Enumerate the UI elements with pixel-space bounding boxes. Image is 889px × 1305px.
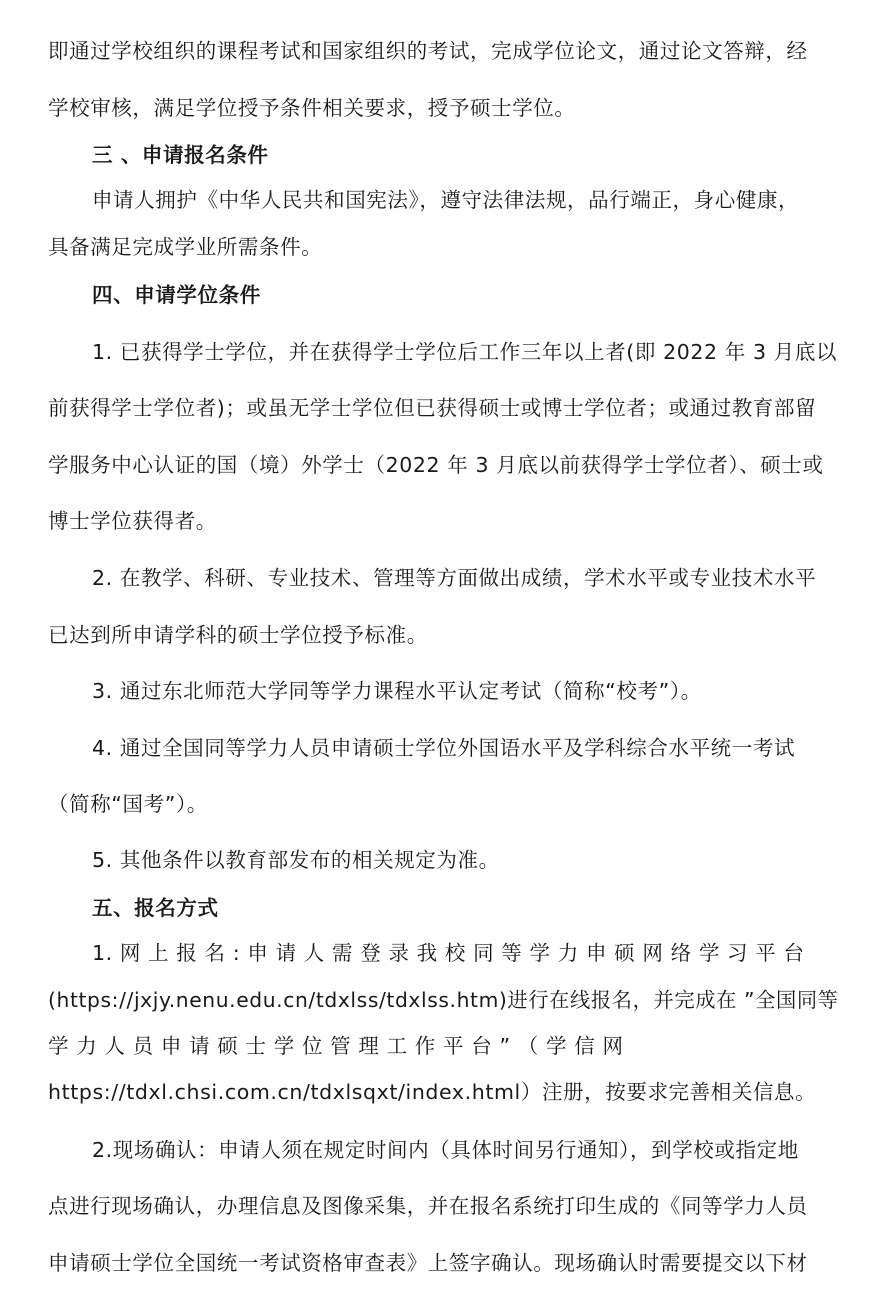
- paragraph-line: 1. 网 上 报 名 : 申 请 人 需 登 录 我 校 同 等 学 力 申 硕 网 络 学 习 平 台: [92, 941, 805, 965]
- list-item-line: 学服务中心认证的国（境）外学士（2022 年 3 月底以前获得学士学位者）、硕士或: [48, 453, 824, 477]
- paragraph-line: 2.现场确认：申请人须在规定时间内（具体时间另行通知），到学校或指定地: [92, 1138, 799, 1162]
- section-heading-3: 三 、申请报名条件: [92, 143, 269, 167]
- list-item-line: 博士学位获得者。: [48, 509, 217, 533]
- list-item-line: （简称“国考”）。: [48, 792, 208, 816]
- paragraph-line: (https://jxjy.nenu.edu.cn/tdxlss/tdxlss.htm)进行在线报名，并完成在 ”全国同等: [48, 988, 839, 1012]
- section-heading-4: 四、申请学位条件: [92, 283, 261, 307]
- paragraph-line: 学校审核，满足学位授予条件相关要求，授予硕士学位。: [48, 96, 576, 120]
- paragraph-line: 申请硕士学位全国统一考试资格审查表》上签字确认。现场确认时需要提交以下材: [48, 1251, 808, 1275]
- paragraph-line: 具备满足完成学业所需条件。: [48, 235, 323, 259]
- paragraph-line: 即通过学校组织的课程考试和国家组织的考试，完成学位论文，通过论文答辩，经: [48, 39, 808, 63]
- paragraph-line: 学 力 人 员 申 请 硕 士 学 位 管 理 工 作 平 台 ” （ 学 信 网: [48, 1034, 624, 1058]
- paragraph-line: 点进行现场确认，办理信息及图像采集，并在报名系统打印生成的《同等学力人员: [48, 1194, 808, 1218]
- list-item-line: 4. 通过全国同等学力人员申请硕士学位外国语水平及学科综合水平统一考试: [92, 736, 796, 760]
- list-item-line: 2. 在教学、科研、专业技术、管理等方面做出成绩，学术水平或专业技术水平: [92, 566, 817, 590]
- list-item-line: 1. 已获得学士学位，并在获得学士学位后工作三年以上者(即 2022 年 3 月底以: [92, 340, 838, 364]
- list-item-line: 3. 通过东北师范大学同等学力课程水平认定考试（简称“校考”）。: [92, 679, 702, 703]
- list-item-line: 5. 其他条件以教育部发布的相关规定为准。: [92, 848, 500, 872]
- section-heading-5: 五、报名方式: [92, 896, 219, 920]
- list-item-line: 前获得学士学位者)；或虽无学士学位但已获得硕士或博士学位者；或通过教育部留: [48, 396, 817, 420]
- paragraph-line: https://tdxl.chsi.com.cn/tdxlsqxt/index.html）注册，按要求完善相关信息。: [48, 1080, 817, 1104]
- list-item-line: 已达到所申请学科的硕士学位授予标准。: [48, 623, 428, 647]
- paragraph-line: 申请人拥护《中华人民共和国宪法》，遵守法律法规，品行端正，身心健康，: [92, 188, 800, 212]
